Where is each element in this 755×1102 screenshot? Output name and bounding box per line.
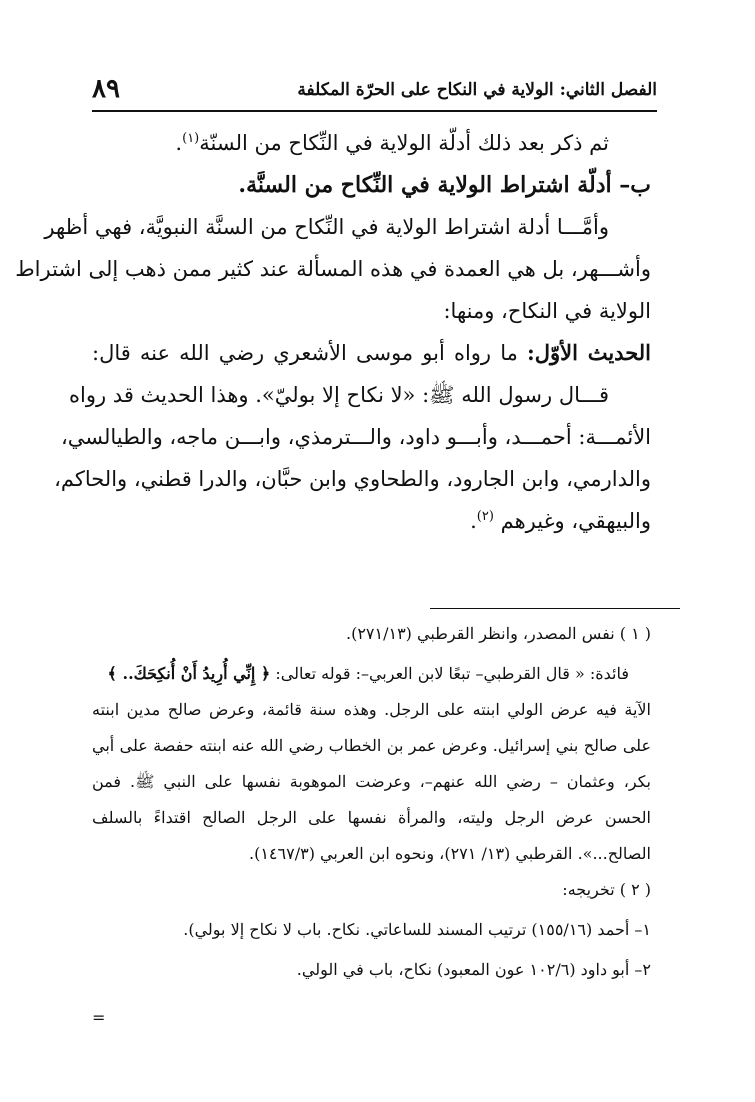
footnote-ref-2[interactable]: (٢) <box>476 509 494 524</box>
footnote-ref-1[interactable]: (١) <box>182 131 200 146</box>
hadith-line: الحديث الأوّل: ما رواه أبو موسى الأشعري رضي الله عنه قال: <box>92 340 651 365</box>
text-line: والبيهقي، وغيرهم $^{(٢)}$. <box>470 509 651 533</box>
main-text <box>15 122 651 542</box>
footnote-line: بكر، وعثمان – رضي الله عنهم–، وعرضت الموهوبة نفسها على النبي ﷺ. فمن <box>92 772 651 791</box>
footnote-line: الصالح...». القرطبي (١٣/ ٢٧١)، ونحوه ابن العربي (١٤٦٧/٣). <box>249 844 651 863</box>
footnote-1: ( ١ ) نفس المصدر، وانظر القرطبي (٢٧١/١٣). <box>345 624 651 643</box>
hadith-label: الحديث الأوّل: <box>526 340 651 365</box>
footnote-2-item: ١– أحمد (١٥٥/١٦) ترتيب المسند للساعاتي. نكاح. باب لا نكاح إلا بولي). <box>183 920 651 939</box>
footnote-1-benefit: فائدة: « قال القرطبي– تبعًا لابن العربي–: قوله تعالى: ﴿ إِنِّي أُرِيدُ أَنْ أُنكِحَكَ.. ﴾ <box>107 664 629 683</box>
text-line: الأئمـــة: أحمـــد، وأبـــو داود، والـــترمذي، وابـــن ماجه، والطيالسي، <box>60 425 651 449</box>
footnote-2-item: ٢– أبو داود (١٠٢/٦ عون المعبود) نكاح، باب في الولي. <box>296 960 651 979</box>
page-number: ٨٩ <box>92 74 120 104</box>
footnote-2-title: ( ٢ ) تخريجه: <box>562 880 651 899</box>
footnote-line: على صالح بني إسرائيل. وعرض عمر بن الخطاب رضي الله عنه ابنته حفصة على أبي <box>92 736 652 755</box>
quran-quote: ﴿ إِنِّي أُرِيدُ أَنْ أُنكِحَكَ.. ﴾ <box>107 664 271 683</box>
footnote-divider <box>430 608 680 609</box>
text-line: قـــال رسول الله ﷺ: «لا نكاح إلا بوليّ». وهذا الحديث قد رواه <box>69 383 609 407</box>
continuation-mark: = <box>92 1008 106 1027</box>
text-line: ثم ذكر بعد ذلك أدلّة الولاية في النِّكاح من السنّة$^{(١)}$. <box>175 131 609 155</box>
text-line: الولاية في النكاح، ومنها: <box>443 299 651 323</box>
text-line: والدارمي، وابن الجارود، والطحاوي وابن حبَّان، والدرا قطني، والحاكم، <box>54 467 651 491</box>
page-header <box>92 72 657 110</box>
footnote-line: الحسن عرض الرجل وليته، والمرأة نفسها على الرجل الصالح اقتداءً بالسلف <box>92 808 651 827</box>
section-heading: ب– أدلّة اشتراط الولاية في النِّكاح من السنَّة. <box>238 172 651 198</box>
text-line: وأشـــهر، بل هي العمدة في هذه المسألة عند كثير ممن ذهب إلى اشتراط <box>15 257 651 281</box>
chapter-title: الفصل الثاني: الولاية في النكاح على الحرّة المكلفة <box>297 80 657 100</box>
footnote-line: الآية فيه عرض الولي ابنته على الرجل. وهذه سنة قائمة، وعرض صالح مدين ابنته <box>92 700 651 719</box>
text-line: وأمَّـــا أدلة اشتراط الولاية في النِّكاح من السنَّة النبويَّة، فهي أظهر <box>44 215 609 239</box>
header-divider <box>92 110 657 112</box>
footnotes <box>92 616 651 988</box>
